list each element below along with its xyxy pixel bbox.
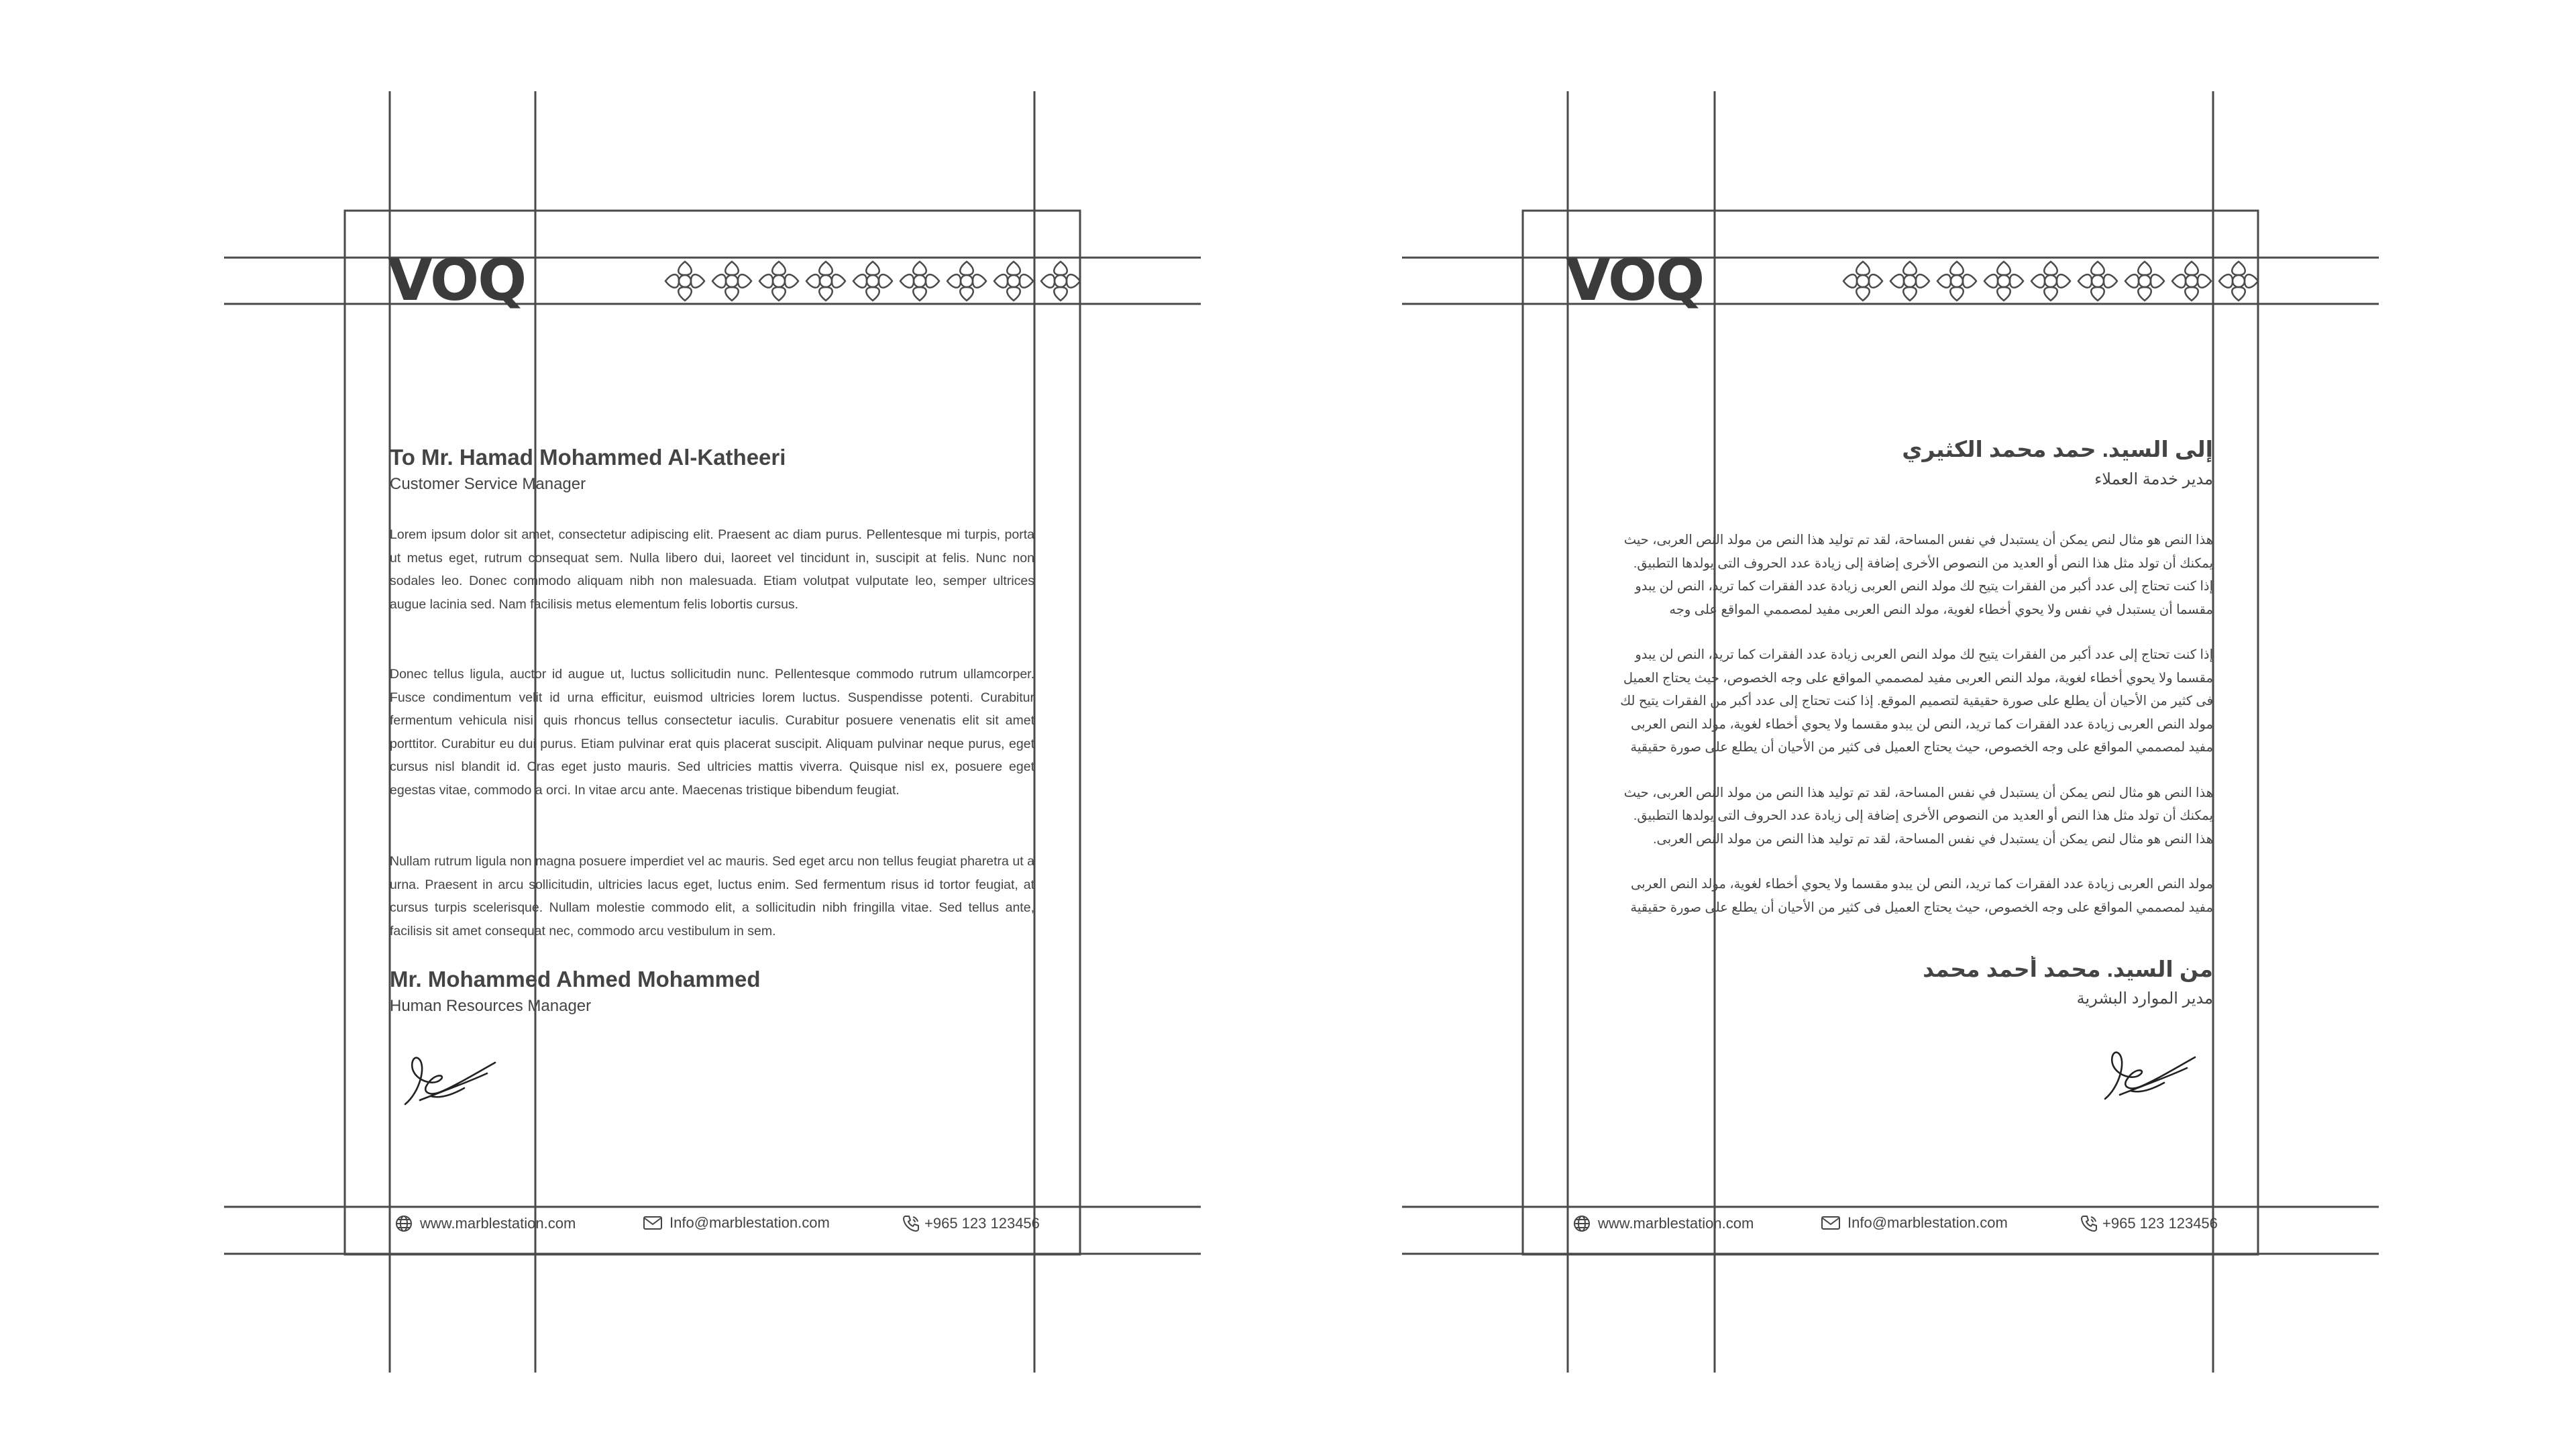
- arabic-line: مفيد لمصممي المواقع على وجه الخصوص، حيث يحتاج العميل فى كثير من الأحيان أن يطلع على صورة حقيقية: [1630, 900, 2213, 915]
- arabic-line: هذا النص هو مثال لنص يمكن أن يستبدل في نفس المساحة، لقد تم توليد هذا النص من مولد النص العربى، حيث: [1623, 533, 2213, 547]
- ornamental-pattern-arabic-sheet: [1839, 259, 2258, 303]
- body-paragraph-2: Donec tellus ligula, auctor id augue ut, luctus sollicitudin nunc. Pellentesque commodo rutrum ullamcorper. Fusce condimentum velit id urna efficitur, euismod ultricies lorem luctus. Suspendisse potenti. Curabitur fermentum vehicula nisi, quis rhoncus tellus consectetur iaculis. Curabitur posuere venenatis elit sit amet porttitor. Curabitur eu dui purus. Etiam pulvinar erat quis placerat suscipit. Aliquam pulvinar neque purus, eget cursus nisl blandit id. Cras eget justo mauris. Sed ultricies mattis viverra. Quisque nisl ex, posuere eget egestas vitae, commodo a orci. In vitae arcu ante. Maecenas tristique bibendum feugiat.: [390, 667, 1034, 798]
- sender-name-arabic: من السيد. محمد أحمد محمد: [1923, 957, 2213, 981]
- email-text: Info@marblestation.com: [1847, 1214, 2008, 1231]
- website-text: www.marblestation.com: [1598, 1215, 1754, 1232]
- recipient-name-arabic: إلى السيد. حمد محمد الكثيري: [1902, 437, 2213, 462]
- phone-icon: [902, 1214, 920, 1233]
- arabic-line: هذا النص هو مثال لنص يمكن أن يستبدل في نفس المساحة، لقد تم توليد هذا النص من مولد النص العربى، حيث: [1623, 785, 2213, 800]
- website-contact-arabic-sheet[interactable]: [1572, 1214, 1754, 1233]
- arabic-paragraph-2: [1568, 643, 2213, 759]
- arabic-line: مفيد لمصممي المواقع على وجه الخصوص، حيث يحتاج العميل فى كثير من الأحيان أن يطلع على صورة حقيقية: [1630, 740, 2213, 755]
- recipient-name: To Mr. Hamad Mohammed Al-Katheeri: [390, 445, 786, 470]
- arabic-line: مقسما ولا يحوي أخطاء لغوية، مولد النص العربى مفيد لمصممي المواقع على وجه الخصوص، حيث يحتاج العميل: [1623, 670, 2213, 686]
- signature: [400, 1038, 500, 1112]
- signature-arabic-sheet: [2100, 1033, 2200, 1107]
- body-paragraph-1: Lorem ipsum dolor sit amet, consectetur adipiscing elit. Praesent ac diam purus. Pellentesque mi turpis, porta ut metus eget, rutrum consequat sem. Nulla libero dui, laoreet vel tincidunt in, suscipit at felis. Nunc non sodales leo. Donec commodo aliquam nibh non malesuada. Etiam volutpat vulputate leo, semper ultrices augue lacinia sed. Nam facilisis metus elementum felis lobortis cursus.: [390, 527, 1034, 612]
- arabic-line: يمكنك أن تولد مثل هذا النص أو العديد من النصوص الأخرى إضافة إلى زيادة عدد الحروف التى يولدها التطبيق.: [1633, 555, 2213, 571]
- mail-icon: [1821, 1215, 1841, 1231]
- arabic-line: يمكنك أن تولد مثل هذا النص أو العديد من النصوص الأخرى إضافة إلى زيادة عدد الحروف التى يولدها التطبيق.: [1633, 808, 2213, 823]
- arabic-paragraph-3: [1568, 782, 2213, 851]
- arabic-paragraph-1: [1568, 529, 2213, 621]
- email-contact-arabic-sheet[interactable]: [1821, 1214, 2008, 1232]
- phone-text: +965 123 123456: [924, 1215, 1040, 1232]
- website-contact[interactable]: [394, 1214, 576, 1233]
- email-contact[interactable]: [643, 1214, 830, 1232]
- globe-icon: [394, 1214, 413, 1233]
- phone-icon: [2080, 1214, 2098, 1233]
- website-text: www.marblestation.com: [420, 1215, 576, 1232]
- email-text: Info@marblestation.com: [669, 1214, 830, 1231]
- arabic-paragraph-4: [1568, 873, 2213, 919]
- sender-name: Mr. Mohammed Ahmed Mohammed: [390, 967, 761, 991]
- arabic-body: [1568, 529, 2213, 919]
- arabic-line: إذا كنت تحتاج إلى عدد أكبر من الفقرات يتيح لك مولد النص العربى زيادة عدد الفقرات كما تريد، النص لن يبدو: [1635, 579, 2213, 594]
- phone-contact[interactable]: [902, 1214, 1040, 1233]
- phone-text: +965 123 123456: [2102, 1215, 2218, 1232]
- brand-logo-arabic-sheet: VOQ: [1566, 247, 1704, 314]
- arabic-line: فى كثير من الأحيان أن يطلع على صورة حقيقية لتصميم الموقع. إذا كنت تحتاج إلى عدد أكبر من الفقرات يتيح لك: [1620, 694, 2213, 708]
- arabic-line: مقسما أن يستبدل في نفس ولا يحوي أخطاء لغوية، مولد النص العربى مفيد لمصممي المواقع على وجه: [1669, 602, 2213, 617]
- phone-contact-arabic-sheet[interactable]: [2080, 1214, 2218, 1233]
- arabic-line: إذا كنت تحتاج إلى عدد أكبر من الفقرات يتيح لك مولد النص العربى زيادة عدد الفقرات كما تريد، النص لن يبدو: [1635, 647, 2213, 662]
- body-paragraph-3: Nullam rutrum ligula non magna posuere imperdiet vel ac mauris. Sed eget arcu non tellus feugiat pharetra ut a urna. Praesent in arcu sollicitudin, ultricies lacus eget, luctus enim. Sed fermentum risus id tortor feugiat, at cursus turpis scelerisque. Nullam molestie commodo elit, a sollicitudin nibh fringilla vitae. Sed tellus ante, facilisis sit amet consequat nec, commodo arcu vestibulum in sem.: [390, 854, 1034, 938]
- ornamental-pattern: [661, 259, 1080, 303]
- arabic-line: مولد النص العربى زيادة عدد الفقرات كما تريد، النص لن يبدو مقسما ولا يحوي أخطاء لغوية، مولد النص العربى: [1631, 877, 2213, 892]
- mail-icon: [643, 1215, 663, 1231]
- arabic-line: مولد النص العربى زيادة عدد الفقرات كما تريد، النص لن يبدو مقسما ولا يحوي أخطاء لغوية، مولد النص العربى: [1631, 716, 2213, 732]
- brand-logo: VOQ: [388, 247, 526, 314]
- sender-title-arabic: مدير الموارد البشرية: [2076, 989, 2213, 1008]
- arabic-line: هذا النص هو مثال لنص يمكن أن يستبدل في نفس المساحة، لقد تم توليد هذا النص من مولد النص العربى.: [1653, 831, 2213, 847]
- recipient-title: Customer Service Manager: [390, 475, 586, 493]
- recipient-title-arabic: مدير خدمة العملاء: [2094, 470, 2213, 488]
- sender-title: Human Resources Manager: [390, 997, 592, 1015]
- globe-icon: [1572, 1214, 1591, 1233]
